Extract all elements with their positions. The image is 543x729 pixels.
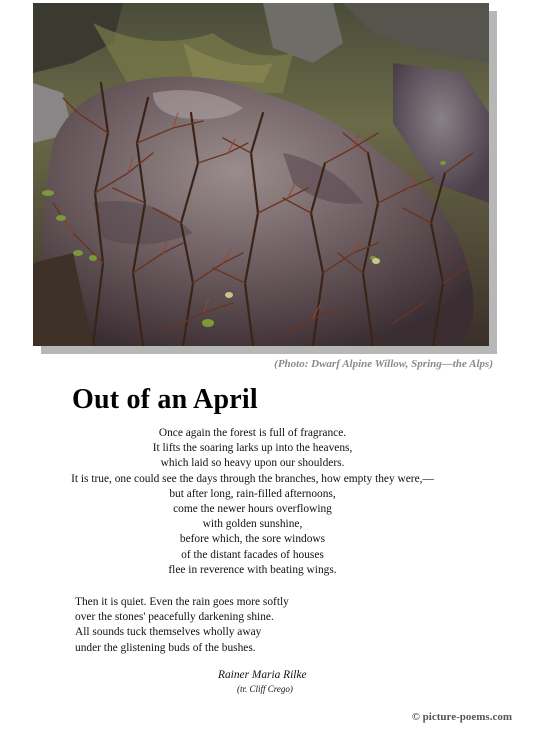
copyright-notice: © picture-poems.com bbox=[411, 711, 512, 723]
poem-line: All sounds tuck themselves wholly away bbox=[75, 626, 262, 639]
poem-line: flee in reverence with beating wings. bbox=[168, 563, 337, 576]
photo-caption: (Photo: Dwarf Alpine Willow, Spring—the Alps) bbox=[274, 358, 493, 370]
poem-line: of the distant facades of houses bbox=[181, 548, 324, 561]
poem-line: come the newer hours overflowing bbox=[173, 503, 332, 516]
poem-stanza-1 bbox=[0, 426, 505, 578]
poem-line: which laid so heavy upon our shoulders. bbox=[160, 457, 345, 470]
poem-line: It lifts the soaring larks up into the heavens, bbox=[152, 442, 353, 455]
poem-translator: (tr. Cliff Crego) bbox=[237, 684, 293, 694]
poem-line: before which, the sore windows bbox=[179, 533, 326, 546]
poem-author: Rainer Maria Rilke bbox=[218, 669, 307, 681]
poem-line: It is true, one could see the days through the branches, how empty they were,— bbox=[71, 472, 434, 485]
poem-line: with golden sunshine, bbox=[202, 518, 303, 531]
poem-line: Once again the forest is full of fragrance. bbox=[158, 427, 347, 439]
poem-line: over the stones' peacefully darkening shine. bbox=[75, 611, 274, 624]
poem-line: Then it is quiet. Even the rain goes more softly bbox=[75, 596, 289, 608]
poem-line: under the glistening buds of the bushes. bbox=[75, 641, 256, 654]
photo-dwarf-alpine-willow bbox=[33, 3, 489, 346]
poem-title: Out of an April bbox=[72, 384, 258, 415]
poem-line: but after long, rain-filled afternoons, bbox=[169, 487, 336, 500]
poem-stanza-2 bbox=[75, 595, 289, 656]
